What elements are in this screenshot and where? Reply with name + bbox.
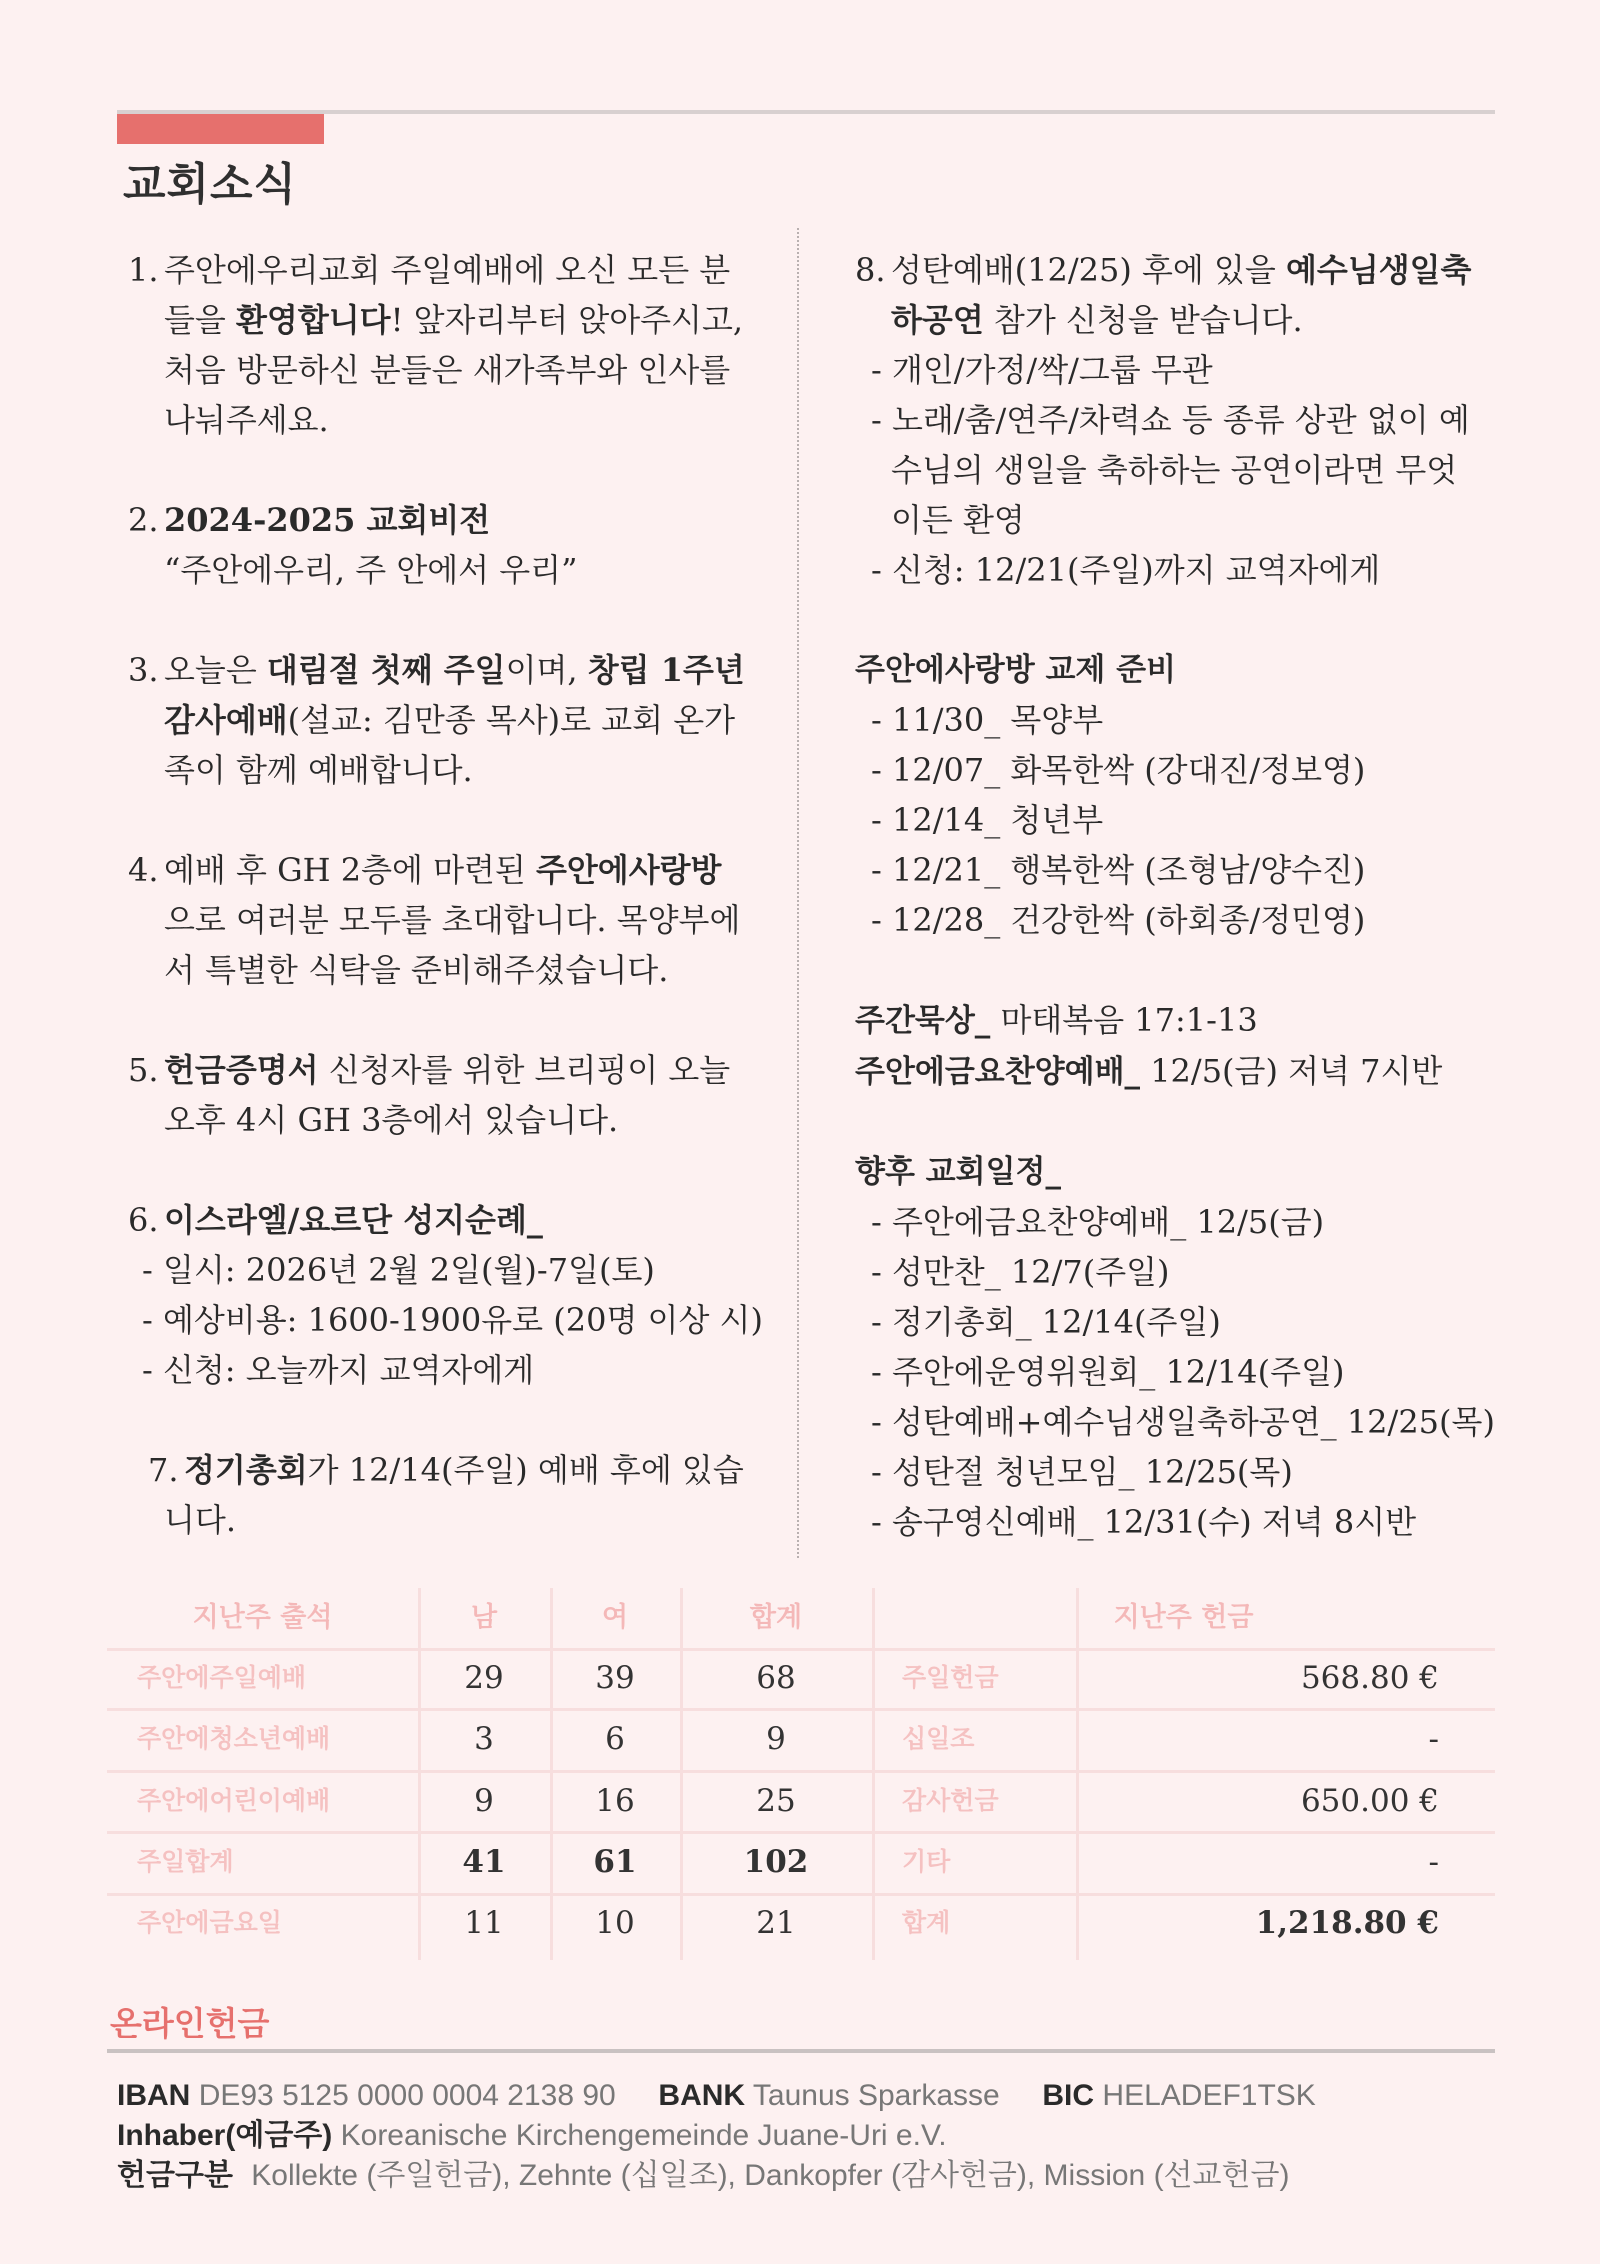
weekly-meditation-value: 마태복음 17:1-13 bbox=[990, 1001, 1258, 1039]
total-header: 합계 bbox=[749, 1602, 803, 1633]
total-count: 9 bbox=[766, 1721, 786, 1757]
male-header: 남 bbox=[470, 1602, 498, 1633]
total-count: 102 bbox=[743, 1844, 809, 1880]
online-offering-title: 온라인헌금 bbox=[110, 2004, 270, 2043]
female-count: 6 bbox=[605, 1721, 625, 1757]
types-value: Kollekte (주일헌금), Zehnte (십일조), Dankopfer (감사헌금), Mission (선교헌금) bbox=[251, 2159, 1290, 2192]
item-number: 5. bbox=[128, 1051, 159, 1089]
bank-label: BANK bbox=[658, 2079, 746, 2112]
male-count: 9 bbox=[474, 1783, 494, 1819]
item-number: 7. bbox=[148, 1451, 179, 1489]
list-item: - 송구영신예배_ 12/31(수) 저녁 8시반 bbox=[871, 1503, 1417, 1541]
male-count: 11 bbox=[464, 1905, 504, 1941]
list-item: - 11/30_ 목양부 bbox=[871, 701, 1104, 739]
account-holder-line bbox=[117, 2116, 947, 2156]
text-run: 참가 신청을 받습니다. bbox=[983, 301, 1303, 339]
right-column bbox=[855, 245, 1505, 1597]
text-emphasis: 2024-2025 교회비전 bbox=[164, 501, 491, 539]
item-text: “주안에우리, 주 안에서 우리” bbox=[164, 551, 578, 589]
female-count: 61 bbox=[593, 1844, 637, 1880]
notice-item-6 bbox=[128, 1195, 768, 1395]
iban-label: IBAN bbox=[117, 2079, 191, 2112]
item-detail: - 신청: 12/21(주일)까지 교역자에게 bbox=[871, 551, 1381, 589]
left-column bbox=[128, 245, 768, 1595]
offering-amount: - bbox=[1428, 1844, 1439, 1880]
offering-total: 1,218.80 € bbox=[1255, 1905, 1439, 1941]
text-emphasis: 예수님생일축 bbox=[1286, 251, 1472, 289]
item-text: 서 특별한 식탁을 준비해주셨습니다. bbox=[164, 951, 669, 989]
types-label: 헌금구분 bbox=[117, 2159, 233, 2192]
male-count: 29 bbox=[464, 1660, 504, 1696]
offering-label: 합계 bbox=[902, 1908, 951, 1937]
text-run: 성탄예배(12/25) 후에 있을 bbox=[891, 251, 1286, 289]
list-item: - 주안에금요찬양예배_ 12/5(금) bbox=[871, 1203, 1325, 1241]
female-count: 39 bbox=[595, 1660, 635, 1696]
weekly-meditation-label: 주간묵상_ bbox=[855, 1003, 991, 1039]
female-count: 10 bbox=[595, 1905, 635, 1941]
offering-label: 감사헌금 bbox=[902, 1786, 999, 1815]
item-detail: - 신청: 오늘까지 교역자에게 bbox=[142, 1351, 535, 1389]
item-detail: 수님의 생일을 축하하는 공연이라면 무엇 bbox=[891, 451, 1458, 489]
schedule-title: 향후 교회일정_ bbox=[855, 1154, 1061, 1190]
text-run: 신청자를 위한 브리핑이 오늘 bbox=[318, 1051, 731, 1089]
notice-item-8 bbox=[855, 245, 1505, 595]
list-item: - 성만찬_ 12/7(주일) bbox=[871, 1253, 1170, 1291]
offering-amount: 650.00 € bbox=[1300, 1783, 1439, 1819]
title-accent-bar bbox=[117, 114, 324, 144]
notice-item-4 bbox=[128, 845, 768, 995]
offering-label: 십일조 bbox=[902, 1724, 975, 1753]
item-detail: 이든 환영 bbox=[891, 501, 1025, 539]
offering-label: 주일헌금 bbox=[902, 1663, 999, 1692]
item-text: 으로 여러분 모두를 초대합니다. 목양부에 bbox=[164, 901, 741, 939]
total-count: 68 bbox=[756, 1660, 796, 1696]
total-count: 25 bbox=[756, 1783, 796, 1819]
notice-item-3 bbox=[128, 645, 768, 795]
sarangbang-title: 주안에사랑방 교제 준비 bbox=[855, 652, 1177, 688]
text-emphasis: 헌금증명서 bbox=[164, 1051, 319, 1089]
sarangbang-schedule bbox=[855, 645, 1505, 945]
item-detail: - 일시: 2026년 2월 2일(월)-7일(토) bbox=[142, 1251, 655, 1289]
weekly-info bbox=[855, 995, 1505, 1097]
item-detail: - 예상비용: 1600-1900유로 (20명 이상 시) bbox=[142, 1301, 763, 1339]
offering-types-line bbox=[117, 2156, 1289, 2196]
list-item: - 12/07_ 화목한싹 (강대진/정보영) bbox=[871, 751, 1366, 789]
notice-item-1 bbox=[128, 245, 768, 445]
item-text: 처음 방문하신 분들은 새가족부와 인사를 bbox=[164, 351, 731, 389]
text-run: ! 앞자리부터 앉아주시고, bbox=[390, 301, 744, 339]
text-emphasis: 정기총회 bbox=[184, 1451, 308, 1489]
list-item: - 성탄절 청년모임_ 12/25(목) bbox=[871, 1453, 1293, 1491]
female-header: 여 bbox=[601, 1602, 629, 1633]
bank-value: Taunus Sparkasse bbox=[752, 2079, 1000, 2112]
row-label: 주안에금요일 bbox=[137, 1908, 282, 1937]
list-item: - 정기총회_ 12/14(주일) bbox=[871, 1303, 1221, 1341]
offering-header: 지난주 헌금 bbox=[1113, 1602, 1254, 1633]
item-text: 족이 함께 예배합니다. bbox=[164, 751, 473, 789]
item-detail: - 개인/가정/싹/그룹 무관 bbox=[871, 351, 1213, 389]
bic-value: HELADEF1TSK bbox=[1102, 2079, 1316, 2112]
text-emphasis: 하공연 bbox=[891, 301, 984, 339]
item-detail: - 노래/춤/연주/차력쇼 등 종류 상관 없이 예 bbox=[871, 401, 1470, 439]
row-label: 주안에청소년예배 bbox=[137, 1724, 331, 1753]
list-item: - 12/28_ 건강한싹 (하회종/정민영) bbox=[871, 901, 1366, 939]
list-item: - 성탄예배+예수님생일축하공연_ 12/25(목) bbox=[871, 1403, 1495, 1441]
male-count: 41 bbox=[462, 1844, 506, 1880]
list-item: - 12/21_ 행복한싹 (조형남/양수진) bbox=[871, 851, 1366, 889]
item-number: 1. bbox=[128, 251, 159, 289]
offering-amount: 568.80 € bbox=[1300, 1660, 1439, 1696]
page-title: 교회소식 bbox=[123, 159, 298, 210]
upcoming-schedule bbox=[855, 1147, 1505, 1547]
offering-label: 기타 bbox=[902, 1847, 951, 1876]
item-text: 주안에우리교회 주일예배에 오신 모든 분 bbox=[164, 251, 731, 289]
item-number: 3. bbox=[128, 651, 159, 689]
iban-value: DE93 5125 0000 0004 2138 90 bbox=[198, 2079, 616, 2112]
female-count: 16 bbox=[595, 1783, 635, 1819]
bottom-rule bbox=[107, 2049, 1495, 2053]
item-text: 나눠주세요. bbox=[164, 401, 329, 439]
item-number: 4. bbox=[128, 851, 159, 889]
text-emphasis: 창립 1주년 bbox=[587, 651, 745, 689]
list-item: - 주안에운영위원회_ 12/14(주일) bbox=[871, 1353, 1345, 1391]
column-divider bbox=[797, 228, 799, 1558]
item-text: 오후 4시 GH 3층에서 있습니다. bbox=[164, 1101, 619, 1139]
bic-label: BIC bbox=[1042, 2079, 1095, 2112]
text-run: 들을 bbox=[164, 301, 236, 339]
item-number: 8. bbox=[855, 251, 886, 289]
notice-item-7 bbox=[128, 1445, 768, 1545]
friday-worship-value: 12/5(금) 저녁 7시반 bbox=[1140, 1052, 1443, 1090]
item-number: 6. bbox=[128, 1201, 159, 1239]
holder-label: Inhaber(예금주) bbox=[117, 2119, 333, 2152]
row-label: 주일합계 bbox=[137, 1847, 234, 1876]
item-number: 2. bbox=[128, 501, 159, 539]
text-run: (설교: 김만종 목사)로 교회 온가 bbox=[287, 701, 736, 739]
row-label: 주안에어린이예배 bbox=[137, 1786, 331, 1815]
holder-value: Koreanische Kirchengemeinde Juane-Uri e.V. bbox=[340, 2119, 947, 2152]
text-run: 오늘은 bbox=[164, 651, 267, 689]
text-emphasis: 주안에사랑방 bbox=[535, 851, 722, 889]
bank-details-line bbox=[117, 2076, 1316, 2116]
notice-item-5 bbox=[128, 1045, 768, 1145]
text-emphasis: 감사예배 bbox=[164, 701, 288, 739]
item-text bbox=[164, 295, 768, 345]
item-text: 니다. bbox=[164, 1501, 236, 1539]
text-emphasis: 이스라엘/요르단 성지순례_ bbox=[164, 1201, 543, 1239]
offering-amount: - bbox=[1428, 1721, 1439, 1757]
attendance-header: 지난주 출석 bbox=[192, 1602, 333, 1633]
text-run: 이며, bbox=[505, 651, 588, 689]
notice-item-2 bbox=[128, 495, 768, 595]
text-emphasis: 환영합니다 bbox=[236, 301, 391, 339]
list-item: - 12/14_ 청년부 bbox=[871, 801, 1104, 839]
total-count: 21 bbox=[756, 1905, 796, 1941]
text-run: 가 12/14(주일) 예배 후에 있습 bbox=[307, 1451, 744, 1489]
male-count: 3 bbox=[474, 1721, 494, 1757]
text-emphasis: 대림절 첫째 주일 bbox=[266, 651, 506, 689]
friday-worship-label: 주안에금요찬양예배_ bbox=[855, 1054, 1141, 1090]
text-run: 예배 후 GH 2층에 마련된 bbox=[164, 851, 536, 889]
row-label: 주안에주일예배 bbox=[137, 1663, 307, 1692]
